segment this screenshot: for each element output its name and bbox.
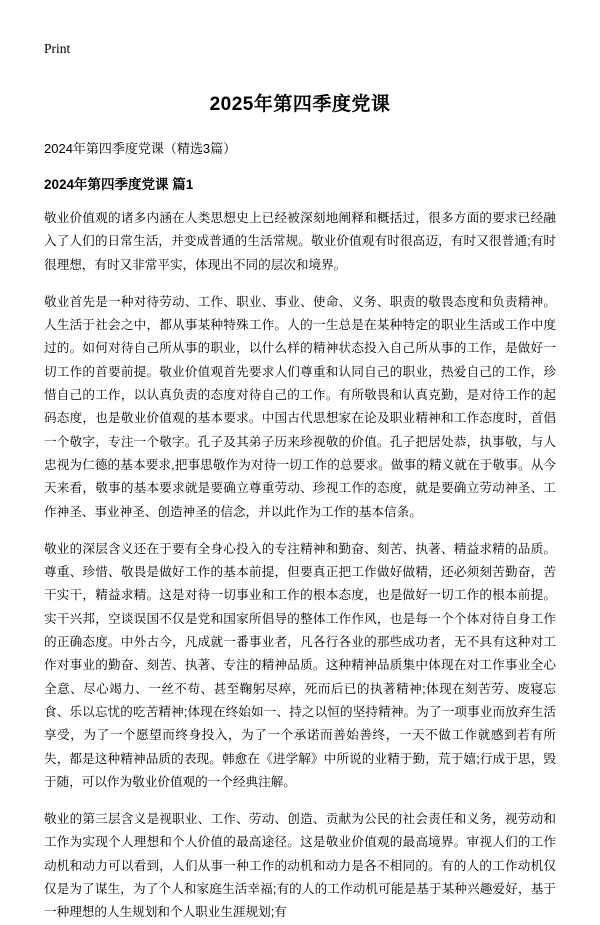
- body-paragraph: 敬业的第三层含义是视职业、工作、劳动、创造、贡献为公民的社会责任和义务，视劳动和工作为实现个人理想和个人价值的最高途径。这是敬业价值观的最高境界。审视人们的工作动机和动力可以看到，人们从事一种工作的动机和动力是各不相同的。有的人的工作动机仅仅是为了谋生，为了个人和家庭生活幸福;有的人的工作动机可能是基于某种兴趣爱好，基于一种理想的人生规划和个人职业生涯规划;有: [44, 812, 556, 920]
- body-paragraph: 敬业的深层含义还在于要有全身心投入的专注精神和勤奋、刻苦、执著、精益求精的品质。尊重、珍惜、敬畏是做好工作的基本前提，但要真正把工作做好做精，还必须刻苦勤奋，苦干实干，精益求精。这是对待一切事业和工作的根本态度，也是做好一切工作的根本前提。实干兴邦，空谈误国不仅是党和国家所倡导的整体工作作风，也是每一个个体对待自身工作的正确态度。中外古今，凡成就一番事业者，凡各行各业的那些成功者，无不具有这种对工作对事业的勤奋、刻苦、执著、专注的精神品质。这种精神品质集中体现在对工作事业全心全意、尽心竭力、一丝不苟、甚至鞠躬尽瘁，死而后已的执著精神;体现在刻苦劳、废寝忘食、乐以忘忧的吃苦精神;体现在终始如一、持之以恒的坚持精神。为了一项事业而放弃生活享受，为了一个愿望而终身投入，为了一个承诺而善始善终，一天不做工作就感到若有所失，都是这种精神品质的表现。韩愈在《进学解》中所说的业精于勤，荒于嬉;行成于思，毁于随，可以作为敬业价值观的一个经典注解。: [44, 541, 556, 789]
- body-paragraph: 敬业价值观的诸多内涵在人类思想史上已经被深刻地阐释和概括过，很多方面的要求已经融入了人们的日常生活，并变成普通的生活常规。敬业价值观有时很高迈，有时又很普通;有时很理想，有时又非常平实，体现出不同的层次和境界。: [44, 211, 556, 272]
- section-heading: 2024年第四季度党课 篇1: [44, 177, 194, 192]
- page-title: 2025年第四季度党课: [209, 94, 391, 115]
- print-link[interactable]: Print: [44, 41, 71, 56]
- document-subtitle: 2024年第四季度党课（精选3篇）: [44, 141, 237, 156]
- body-paragraph: 敬业首先是一种对待劳动、工作、职业、事业、使命、义务、职责的敬畏态度和负责精神。人生活于社会之中，都从事某种特殊工作。人的一生总是在某种特定的职业生活或工作中度过的。如何对待自己所从事的职业，以什么样的精神状态投入自己所从事的工作，是做好一切工作的首要前提。敬业价值观首先要求人们尊重和认同自己的职业，热爱自己的工作，珍惜自己的工作，以认真负责的态度对待自己的工作。有所敬畏和认真克勤，是对待工作的起码态度，也是敬业价值观的基本要求。中国古代思想家在论及职业精神和工作态度时，首倡一个敬字，专注一个敬字。孔子及其弟子历来珍视敬的价值。孔子把居处恭，执事敬，与人忠视为仁德的基本要求,把事思敬作为对待一切工作的总要求。做事的精义就在于敬事。从今天来看，敬事的基本要求就是要确立尊重劳动、珍视工作的态度，就是要确立劳动神圣、工作神圣、事业神圣、创造神圣的信念，并以此作为工作的基本信条。: [44, 294, 556, 519]
